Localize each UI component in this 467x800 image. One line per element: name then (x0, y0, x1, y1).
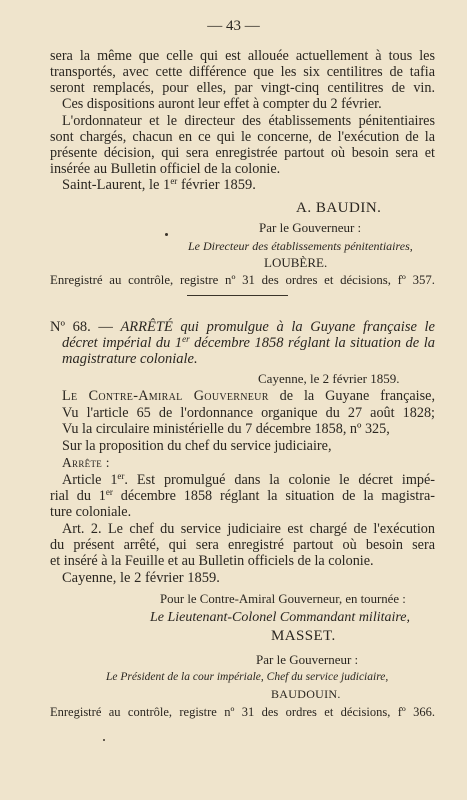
governor-line: Le Contre-Amiral Gouverneur de la Guyane française, (62, 388, 435, 404)
director-title: Le Directeur des établissements pénitentiaires, (188, 239, 413, 253)
arrete-heading: Arrête : (62, 455, 110, 470)
lieutenant-colonel-title: Le Lieutenant-Colonel Commandant militaire, (150, 610, 411, 625)
considerant-line: Sur la proposition du chef du service judiciaire, (62, 438, 332, 454)
page-number: — 43 — (207, 18, 260, 34)
par-le-gouverneur: Par le Gouverneur : (259, 220, 362, 235)
article-line: Art. 2. Le chef du service judiciaire est chargé de l'exécution (62, 521, 435, 537)
considerant-line: Vu la circulaire ministérielle du 7 décembre 1858, nº 325, (62, 421, 390, 437)
signature-masset: MASSET. (271, 628, 336, 644)
pour-le-gouverneur: Pour le Contre-Amiral Gouverneur, en tournée : (160, 592, 406, 606)
section-divider (187, 295, 288, 296)
registration-note: Enregistré au contrôle, registre nº 31 des ordres et décisions, fº 357. (50, 273, 435, 287)
date-line: Cayenne, le 2 février 1859. (258, 371, 400, 386)
ink-spot (165, 233, 168, 236)
article-line: ture coloniale. (50, 504, 132, 520)
article-line: rial du 1er décembre 1858 réglant la situation de la magistra- (50, 487, 435, 504)
date-line: Saint-Laurent, le 1er février 1859. (62, 176, 256, 193)
date-line: Cayenne, le 2 février 1859. (62, 570, 220, 586)
director-name: LOUBÈRE. (264, 255, 328, 270)
paragraph-line: insérée au Bulletin officiel de la colonie. (50, 161, 281, 177)
paragraph-line: seront remplacés, pour elles, par vingt-cinq centilitres de vin. (50, 80, 435, 96)
ink-spot (103, 739, 105, 741)
paragraph-line: L'ordonnateur et le directeur des établissements pénitentiaires (62, 113, 435, 129)
arrete-title-line: décret impérial du 1er décembre 1858 réglant la situation de la (62, 334, 435, 351)
paragraph-line: présente décision, qui sera enregistrée partout où besoin sera et (50, 145, 435, 161)
article-line: Article 1er. Est promulgué dans la colonie le décret impé- (62, 471, 435, 488)
par-le-gouverneur: Par le Gouverneur : (256, 652, 359, 667)
article-line: et inséré à la Feuille et au Bulletin officiels de la colonie. (50, 553, 374, 569)
signature-baudin: A. BAUDIN. (296, 200, 382, 216)
signature-baudouin: BAUDOUIN. (271, 687, 341, 701)
paragraph-line: Ces dispositions auront leur effet à compter du 2 février. (62, 96, 382, 112)
considerant-line: Vu l'article 65 de l'ordonnance organique du 27 août 1828; (62, 405, 435, 421)
president-title: Le Président de la cour impériale, Chef du service judiciaire, (106, 671, 389, 683)
paragraph-line: sera la même que celle qui est allouée actuellement à tous les (50, 48, 435, 64)
article-line: du présent arrêté, qui sera enregistré partout où besoin sera (50, 537, 435, 553)
registration-note: Enregistré au contrôle, registre nº 31 des ordres et décisions, fº 366. (50, 705, 435, 719)
paragraph-line: sont chargés, chacun en ce qui le concerne, de l'exécution de la (50, 129, 435, 145)
paragraph-line: transportés, avec cette différence que les six centilitres de tafia (50, 64, 435, 80)
arrete-title-line: Nº 68. — ARRÊTÉ qui promulgue à la Guyane française le (50, 319, 435, 335)
arrete-title-line: magistrature coloniale. (62, 351, 198, 367)
